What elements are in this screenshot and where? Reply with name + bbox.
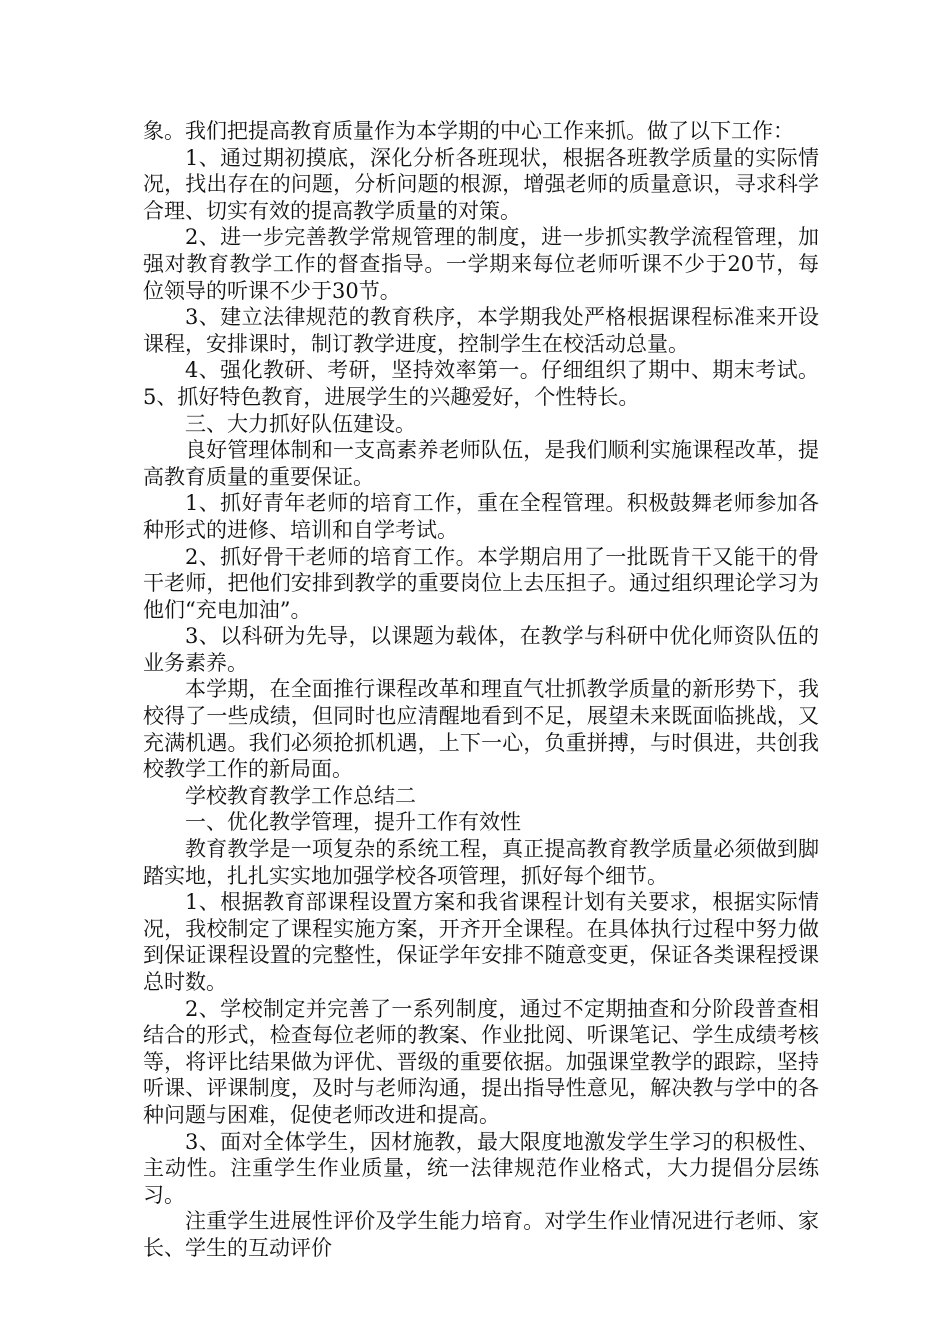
paragraph: 教育教学是一项复杂的系统工程，真正提高教育教学质量必须做到脚踏实地，扎扎实实地加强学校各项管理，抓好每个细节。 xyxy=(143,837,819,888)
paragraph: 1、通过期初摸底，深化分析各班现状，根据各班教学质量的实际情况，找出存在的问题，分析问题的根源，增强老师的质量意识，寻求科学合理、切实有效的提高教学质量的对策。 xyxy=(143,145,819,223)
document-body xyxy=(143,118,819,1262)
paragraph: 本学期，在全面推行课程改革和理直气壮抓教学质量的新形势下，我校得了一些成绩，但同时也应清醒地看到不足，展望未来既面临挑战，又充满机遇。我们必须抢抓机遇，上下一心，负重拼搏，与时俱进，共创我校教学工作的新局面。 xyxy=(143,677,819,782)
paragraph: 象。我们把提高教育质量作为本学期的中心工作来抓。做了以下工作： xyxy=(143,119,794,143)
document-title: 学校教育教学工作总结二 xyxy=(185,783,416,808)
paragraph: 注重学生进展性评价及学生能力培育。对学生作业情况进行老师、家长、学生的互动评价 xyxy=(143,1209,819,1260)
section-heading: 一、优化教学管理，提升工作有效性 xyxy=(185,810,521,835)
paragraph: 1、根据教育部课程设置方案和我省课程计划有关要求，根据实际情况，我校制定了课程实施方案，开齐开全课程。在具体执行过程中努力做到保证课程设置的完整性，保证学年安排不随意变更，保证各类课程授课总时数。 xyxy=(143,890,819,994)
paragraph: 1、抓好青年老师的培育工作，重在全程管理。积极鼓舞老师参加各种形式的进修、培训和自学考试。 xyxy=(143,491,819,542)
paragraph: 4、强化教研、考研，坚持效率第一。仔细组织了期中、期末考试。5、抓好特色教育，进展学生的兴趣爱好，个性特长。 xyxy=(143,358,819,409)
paragraph: 2、抓好骨干老师的培育工作。本学期启用了一批既肯干又能干的骨干老师，把他们安排到教学的重要岗位上去压担子。通过组织理论学习为他们“充电加油”。 xyxy=(143,544,819,622)
section-heading: 三、大力抓好队伍建设。 xyxy=(185,411,416,436)
paragraph: 3、建立法律规范的教育秩序，本学期我处严格根据课程标准来开设课程，安排课时，制订教学进度，控制学生在校活动总量。 xyxy=(143,305,819,356)
paragraph: 3、面对全体学生，因材施教，最大限度地激发学生学习的积极性、主动性。注重学生作业质量，统一法律规范作业格式，大力提倡分层练习。 xyxy=(143,1129,819,1207)
paragraph: 3、以科研为先导，以课题为载体，在教学与科研中优化师资队伍的业务素养。 xyxy=(143,624,819,675)
paragraph: 良好管理体制和一支高素养老师队伍，是我们顺利实施课程改革，提高教育质量的重要保证。 xyxy=(143,438,819,489)
paragraph: 2、学校制定并完善了一系列制度，通过不定期抽查和分阶段普查相结合的形式，检查每位老师的教案、作业批阅、听课笔记、学生成绩考核等，将评比结果做为评优、晋级的重要依据。加强课堂教学的跟踪，坚持听课、评课制度，及时与老师沟通，提出指导性意见，解决教与学中的各种问题与困难，促使老师改进和提高。 xyxy=(143,996,819,1127)
paragraph: 2、进一步完善教学常规管理的制度，进一步抓实教学流程管理，加强对教育教学工作的督查指导。一学期来每位老师听课不少于20节，每位领导的听课不少于30节。 xyxy=(143,225,819,303)
